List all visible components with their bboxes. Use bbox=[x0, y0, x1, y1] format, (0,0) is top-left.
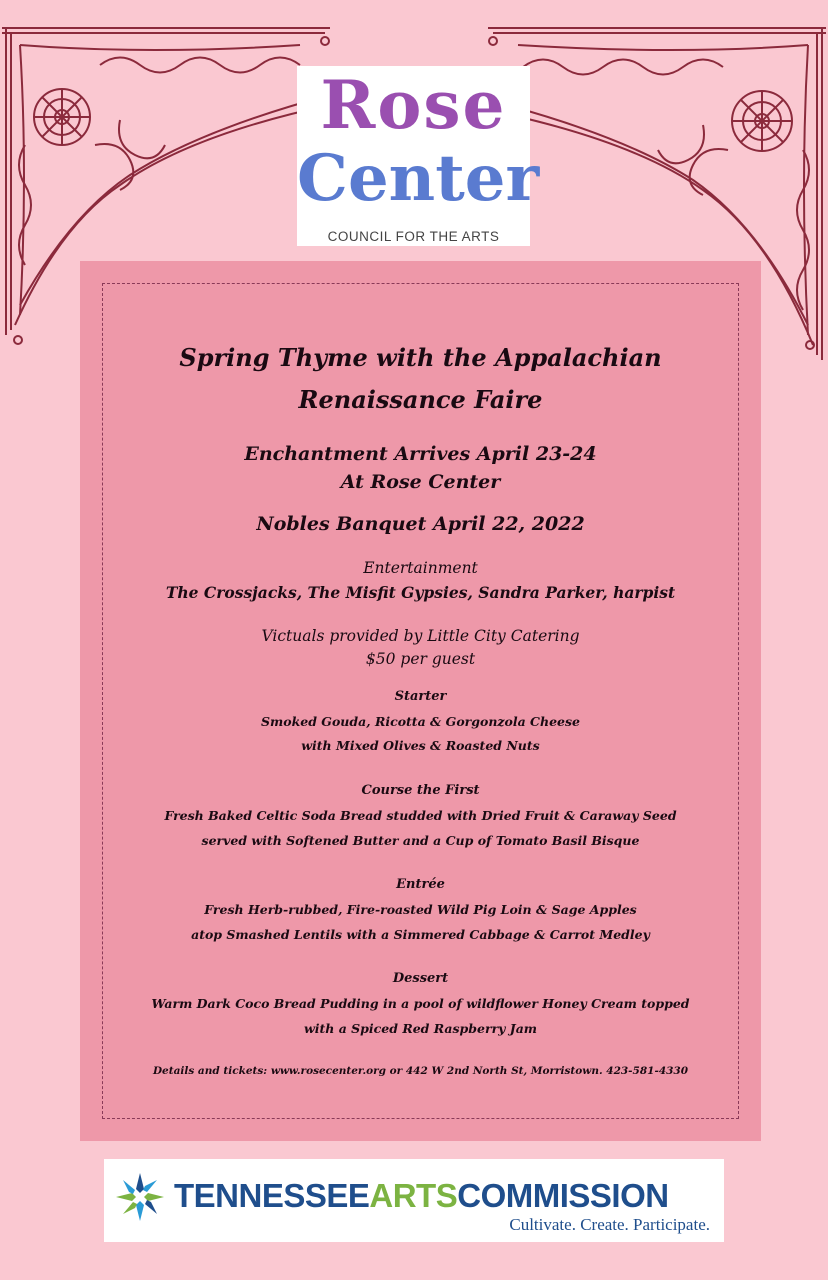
menu-line: Smoked Gouda, Ricotta & Gorgonzola Cheese bbox=[261, 714, 580, 729]
menu-line: Fresh Baked Celtic Soda Bread studded with Dried Fruit & Caraway Seed bbox=[164, 808, 677, 823]
star-burst-icon bbox=[114, 1171, 166, 1223]
menu-heading: Dessert bbox=[392, 971, 449, 986]
commission-name: TENNESSEEARTSCOMMISSION bbox=[174, 1177, 669, 1214]
entertainment-heading: Entertainment bbox=[363, 559, 478, 577]
logo-subtitle: COUNCIL FOR THE ARTS bbox=[327, 229, 500, 244]
logo-center-word: Center bbox=[297, 141, 540, 216]
event-title-line1: Spring Thyme with the Appalachian bbox=[179, 343, 662, 372]
menu-line: with Mixed Olives & Roasted Nuts bbox=[301, 738, 540, 753]
price-line: $50 per guest bbox=[365, 650, 476, 668]
event-location: At Rose Center bbox=[340, 471, 501, 493]
menu-line: served with Softened Butter and a Cup of Tomato Basil Bisque bbox=[201, 833, 640, 848]
menu-heading: Course the First bbox=[361, 783, 480, 798]
tennessee-arts-commission-logo bbox=[104, 1159, 724, 1242]
menu-heading: Entrée bbox=[396, 877, 445, 892]
menu-line: Fresh Herb-rubbed, Fire-roasted Wild Pig Loin & Sage Apples bbox=[204, 902, 637, 917]
commission-tagline: Cultivate. Create. Participate. bbox=[509, 1215, 710, 1234]
menu-line: atop Smashed Lentils with a Simmered Cabbage & Carrot Medley bbox=[191, 927, 650, 942]
details-line: Details and tickets: www.rosecenter.org or 442 W 2nd North St, Morristown. 423-581-4330 bbox=[152, 1065, 689, 1077]
menu-heading: Starter bbox=[394, 689, 447, 704]
entertainment-list: The Crossjacks, The Misfit Gypsies, Sandra Parker, harpist bbox=[165, 583, 676, 602]
logo-rose-word: Rose bbox=[320, 66, 507, 144]
rose-center-logo bbox=[297, 66, 540, 246]
menu-line: Warm Dark Coco Bread Pudding in a pool of wildflower Honey Cream topped bbox=[151, 996, 690, 1011]
victuals-line: Victuals provided by Little City Catering bbox=[261, 627, 580, 645]
banquet-date: Nobles Banquet April 22, 2022 bbox=[256, 513, 585, 535]
enchantment-dates: Enchantment Arrives April 23-24 bbox=[244, 443, 597, 465]
event-title-line2: Renaissance Faire bbox=[298, 385, 543, 414]
menu-line: with a Spiced Red Raspberry Jam bbox=[303, 1021, 538, 1036]
